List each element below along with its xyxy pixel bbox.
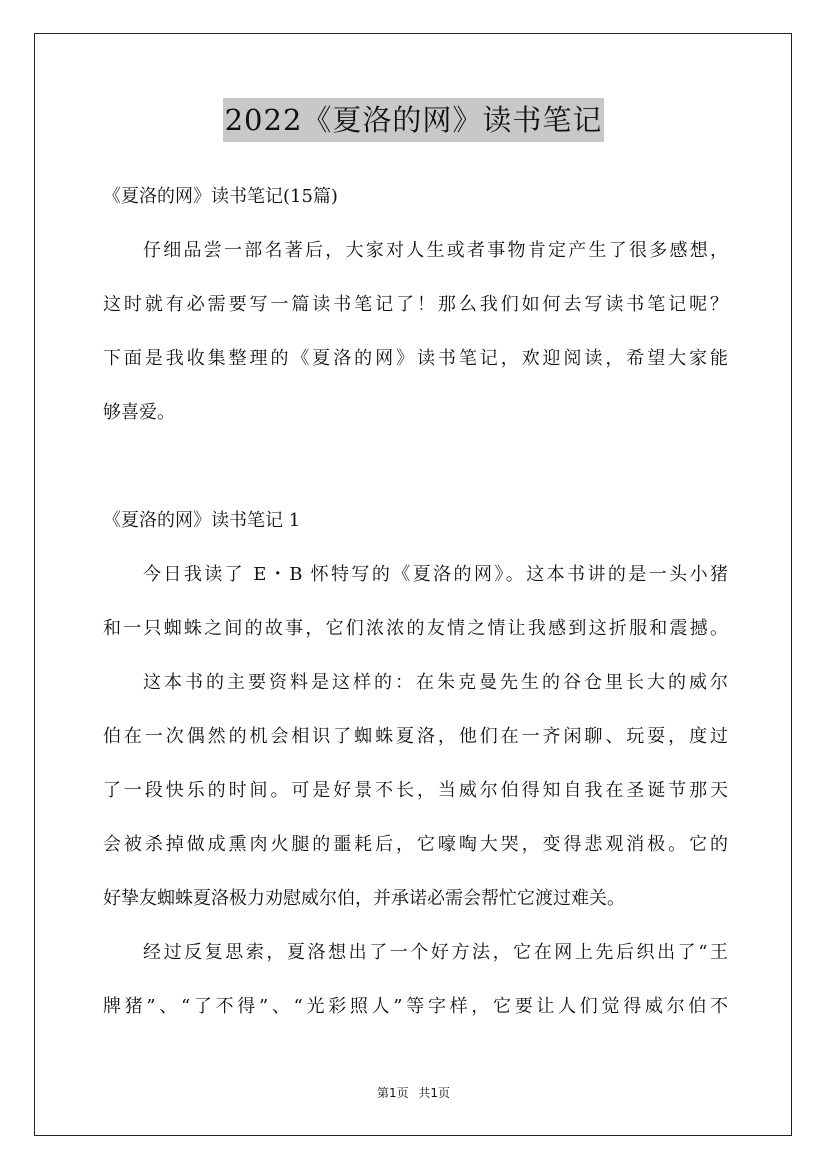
paragraph-line: 经过反复思索，夏洛想出了一个好方法，它在网上先后织出了“王 xyxy=(143,942,728,963)
paragraph-line: 今日我读了 E・B 怀特写的《夏洛的网》。这本书讲的是一头小猪 xyxy=(143,564,728,585)
blank-line xyxy=(103,440,728,494)
paragraph-line: 伯在一次偶然的机会相识了蜘蛛夏洛，他们在一齐闲聊、玩耍，度过 xyxy=(103,726,728,747)
page-total: 共1页 xyxy=(418,1086,451,1100)
paragraph-line: 牌猪”、“了不得”、“光彩照人”等字样，它要让人们觉得威尔伯不 xyxy=(103,996,728,1017)
intro-line: 够喜爱。 xyxy=(103,402,175,423)
document-title: 2022《夏洛的网》读书笔记 xyxy=(223,98,605,142)
section-heading: 《夏洛的网》读书笔记 1 xyxy=(103,510,301,531)
intro-line: 这时就有必需要写一篇读书笔记了！那么我们如何去写读书笔记呢？ xyxy=(103,294,728,315)
page-number: 第1页 xyxy=(376,1086,409,1100)
paragraph-line: 好挚友蜘蛛夏洛极力劝慰威尔伯，并承诺必需会帮忙它渡过难关。 xyxy=(103,888,625,909)
paragraph-line: 和一只蜘蛛之间的故事，它们浓浓的友情之情让我感到这折服和震撼。 xyxy=(103,618,728,639)
document-subtitle: 《夏洛的网》读书笔记(15篇) xyxy=(103,186,338,207)
intro-line: 仔细品尝一部名著后，大家对人生或者事物肯定产生了很多感想， xyxy=(143,240,728,261)
document-body xyxy=(103,170,728,1034)
paragraph-line: 会被杀掉做成熏肉火腿的噩耗后，它嚎啕大哭，变得悲观消极。它的 xyxy=(103,834,728,855)
intro-line: 下面是我收集整理的《夏洛的网》读书笔记，欢迎阅读，希望大家能 xyxy=(103,348,728,369)
paragraph-line: 这本书的主要资料是这样的：在朱克曼先生的谷仓里长大的威尔 xyxy=(143,672,728,693)
page-footer xyxy=(0,1084,827,1101)
paragraph-line: 了一段快乐的时间。可是好景不长，当威尔伯得知自我在圣诞节那天 xyxy=(103,780,728,801)
title-wrap xyxy=(0,98,827,142)
